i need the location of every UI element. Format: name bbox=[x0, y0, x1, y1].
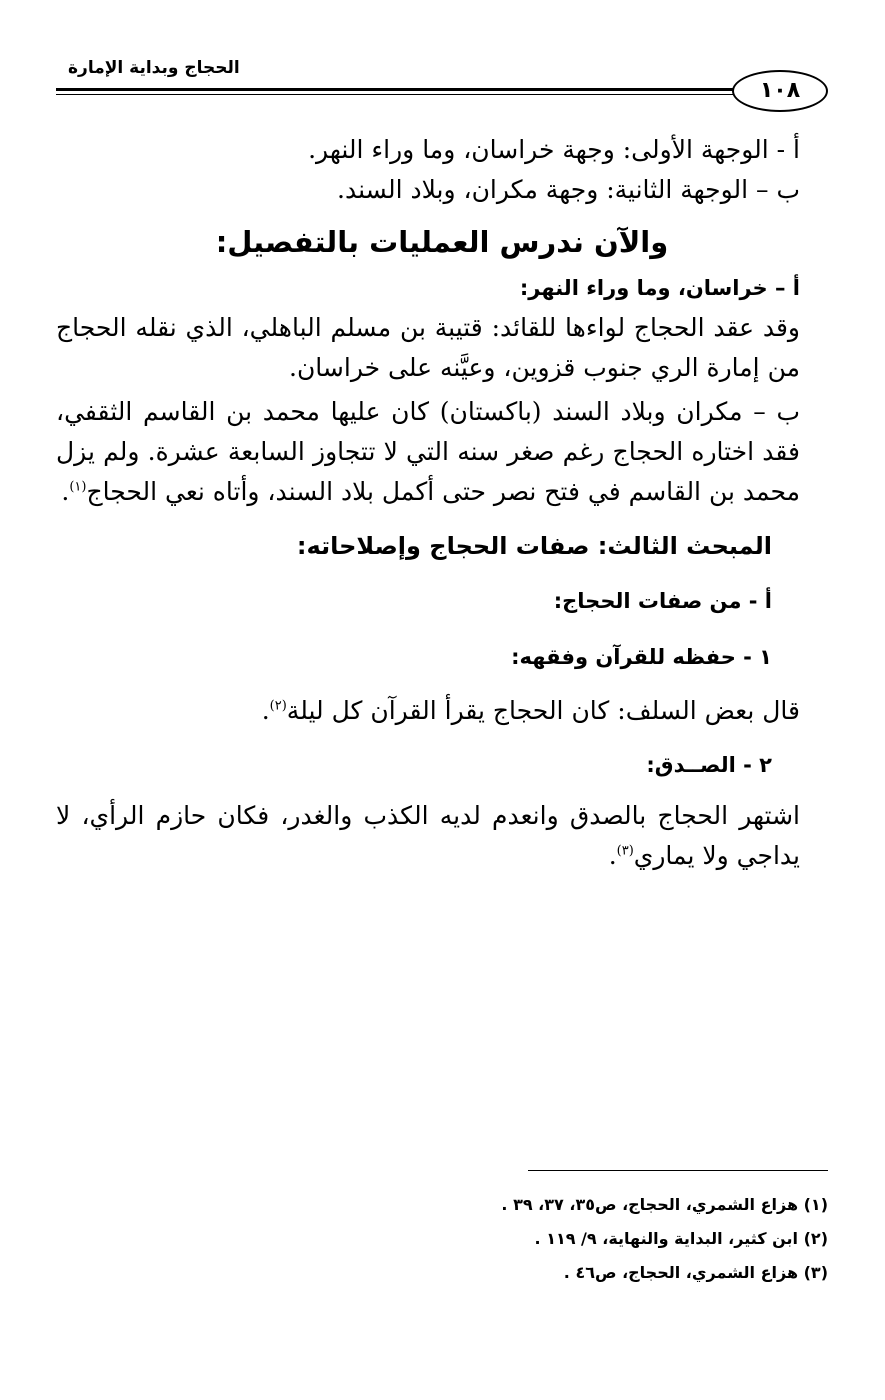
footnote-3: (٣) هزاع الشمري، الحجاج، ص٤٦ . bbox=[563, 1263, 828, 1282]
header-rule-thick bbox=[56, 88, 734, 91]
subheading-trait-honesty: ٢ - الصــدق: bbox=[646, 753, 772, 777]
line-direction-a: أ - الوجهة الأولى: وجهة خراسان، وما وراء النهر. bbox=[308, 135, 800, 164]
paragraph-text: قال بعض السلف: كان الحجاج يقرأ القرآن كل ليلة bbox=[286, 696, 800, 725]
subheading-traits: أ - من صفات الحجاج: bbox=[553, 589, 772, 613]
page-content bbox=[56, 130, 828, 876]
paragraph-honesty bbox=[56, 796, 828, 876]
paragraph-qutayba: وقد عقد الحجاج لواءها للقائد: قتيبة بن مسلم الباهلي، الذي نقله الحجاج من إمارة الري جنوب قزوين، وعيَّنه على خراسان. bbox=[56, 313, 800, 382]
paragraph-muhammad-bin-qasim bbox=[56, 392, 828, 512]
subheading-khorasan: أ – خراسان، وما وراء النهر: bbox=[519, 276, 800, 300]
footnote-ref-1: (١) bbox=[69, 479, 87, 495]
header-rule-thin bbox=[56, 94, 734, 95]
paragraph-period: . bbox=[608, 841, 617, 870]
running-title: الحجاج وبداية الإمارة bbox=[68, 58, 240, 78]
paragraph-period: . bbox=[261, 696, 270, 725]
footnotes bbox=[56, 1188, 828, 1290]
heading-operations: والآن ندرس العمليات بالتفصيل: bbox=[215, 225, 669, 259]
subheading-trait-quran: ١ - حفظه للقرآن وفقهه: bbox=[511, 645, 772, 669]
page-number: ١٠٨ bbox=[732, 70, 828, 112]
paragraph-text: ب – مكران وبلاد السند (باكستان) كان عليها محمد بن القاسم الثقفي، فقد اختاره الحجاج رغم صغر سنه التي لا تتجاوز السابعة عشرة. ولم يزل محمد بن القاسم في فتح نصر حتى أكمل بلاد السند، وأتاه نعي الحجاج bbox=[56, 397, 800, 506]
paragraph-period: . bbox=[61, 477, 70, 506]
paragraph-text: اشتهر الحجاج بالصدق وانعدم لديه الكذب والغدر، فكان حازم الرأي، لا يداجي ولا يماري bbox=[56, 801, 800, 870]
footnote-2: (٢) ابن كثير، البداية والنهاية، ٩/ ١١٩ . bbox=[534, 1229, 828, 1248]
footnote-1: (١) هزاع الشمري، الحجاج، ص٣٥، ٣٧، ٣٩ . bbox=[501, 1195, 828, 1214]
footnote-ref-3: (٣) bbox=[616, 843, 634, 859]
footnote-separator bbox=[528, 1170, 828, 1171]
footnote-ref-2: (٢) bbox=[269, 698, 287, 714]
paragraph-quran bbox=[56, 684, 828, 738]
section-heading-traits: المبحث الثالث: صفات الحجاج وإصلاحاته: bbox=[296, 532, 772, 560]
line-direction-b: ب – الوجهة الثانية: وجهة مكران، وبلاد السند. bbox=[337, 175, 800, 204]
